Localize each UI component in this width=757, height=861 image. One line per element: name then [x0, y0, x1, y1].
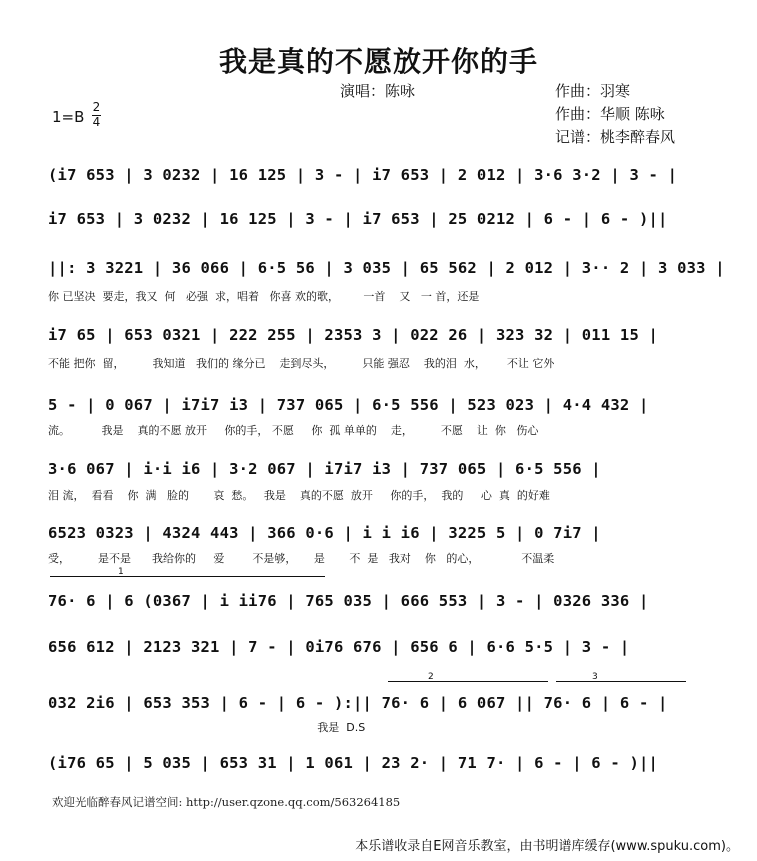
score-row-5: 5 - | 0 067 | i7i7 i3 | 737 065 | 6·5 556 | 523 023 | 4·4 432 | [48, 396, 649, 414]
lyric-row-3: 你 已坚决 要走，我又 何 必强 求，唱着 你喜 欢的歌， 一首 又 一 首，还是 [48, 290, 480, 303]
composer-credit-2: 作曲：华顺 陈咏 [555, 105, 665, 123]
score-row-11: (i76 65 | 5 035 | 653 31 | 1 061 | 23 2· | 71 7· | 6 - | 6 - )|| [48, 754, 659, 772]
lyric-row-7: 受， 是不是 我给你的 爱 不是够， 是 不 是 我对 你 的心， 不温柔 [48, 552, 555, 565]
volta-3-label: 3 [592, 672, 598, 682]
composer-credit: 作曲：羽寒 [555, 82, 631, 100]
lyric-row-4: 不能 把你 留， 我知道 我们的 缘分已 走到尽头， 只能 强忍 我的泪 水， 不让 它外 [48, 357, 555, 370]
time-signature-bottom: 4 [92, 115, 101, 129]
time-signature-top: 2 [92, 100, 101, 114]
volta-2-label: 2 [428, 672, 434, 682]
key-signature: 1=B [52, 108, 85, 126]
singer-credit: 演唱：陈咏 [340, 82, 416, 100]
score-row-8: 76· 6 | 6 (0367 | i ii76 | 765 035 | 666 553 | 3 - | 0326 336 | [48, 592, 649, 610]
time-signature [92, 101, 101, 129]
score-row-10: 032 2i6 | 653 353 | 6 - | 6 - ):|| 76· 6 | 6 067 || 76· 6 | 6 - | [48, 694, 668, 712]
transcriber-credit: 记谱：桃李醉春风 [555, 128, 676, 146]
score-row-3: ||: 3 3221 | 36 066 | 6·5 56 | 3 035 | 65 562 | 2 012 | 3·· 2 | 3 033 | [48, 259, 725, 277]
volta-3-bracket [556, 681, 686, 682]
footer-link-text: 欢迎光临醉春风记谱空间: http://user.qzone.qq.com/563264185 [52, 795, 401, 809]
score-row-4: i7 65 | 653 0321 | 222 255 | 2353 3 | 022 26 | 323 32 | 011 15 | [48, 326, 659, 344]
score-row-2: i7 653 | 3 0232 | 16 125 | 3 - | i7 653 | 25 0212 | 6 - | 6 - )|| [48, 210, 668, 228]
lyric-row-5: 流。 我是 真的不愿 放开 你的手， 不愿 你 孤 单单的 走， 不愿 让 你 伤心 [48, 424, 539, 437]
volta-2-bracket [388, 681, 548, 682]
score-row-1: (i7 653 | 3 0232 | 16 125 | 3 - | i7 653 | 2 012 | 3·6 3·2 | 3 - | [48, 166, 678, 184]
volta-1-bracket [50, 576, 325, 577]
score-row-7: 6523 0323 | 4324 443 | 366 0·6 | i i i6 | 3225 5 | 0 7i7 | [48, 524, 601, 542]
page-title: 我是真的不愿放开你的手 [218, 45, 538, 78]
score-row-6: 3·6 067 | i·i i6 | 3·2 067 | i7i7 i3 | 737 065 | 6·5 556 | [48, 460, 601, 478]
lyric-row-10: 我是 D.S [48, 721, 366, 734]
score-row-9: 656 612 | 2123 321 | 7 - | 0i76 676 | 656 6 | 6·6 5·5 | 3 - | [48, 638, 630, 656]
source-note: 本乐谱收录自E网音乐教室，由书明谱库缓存(www.spuku.com)。 [355, 839, 739, 854]
lyric-row-6: 泪 流， 看看 你 满 脸的 哀 愁。 我是 真的不愿 放开 你的手， 我的 心 真 的好难 [48, 489, 550, 502]
volta-1-label: 1 [118, 567, 124, 577]
